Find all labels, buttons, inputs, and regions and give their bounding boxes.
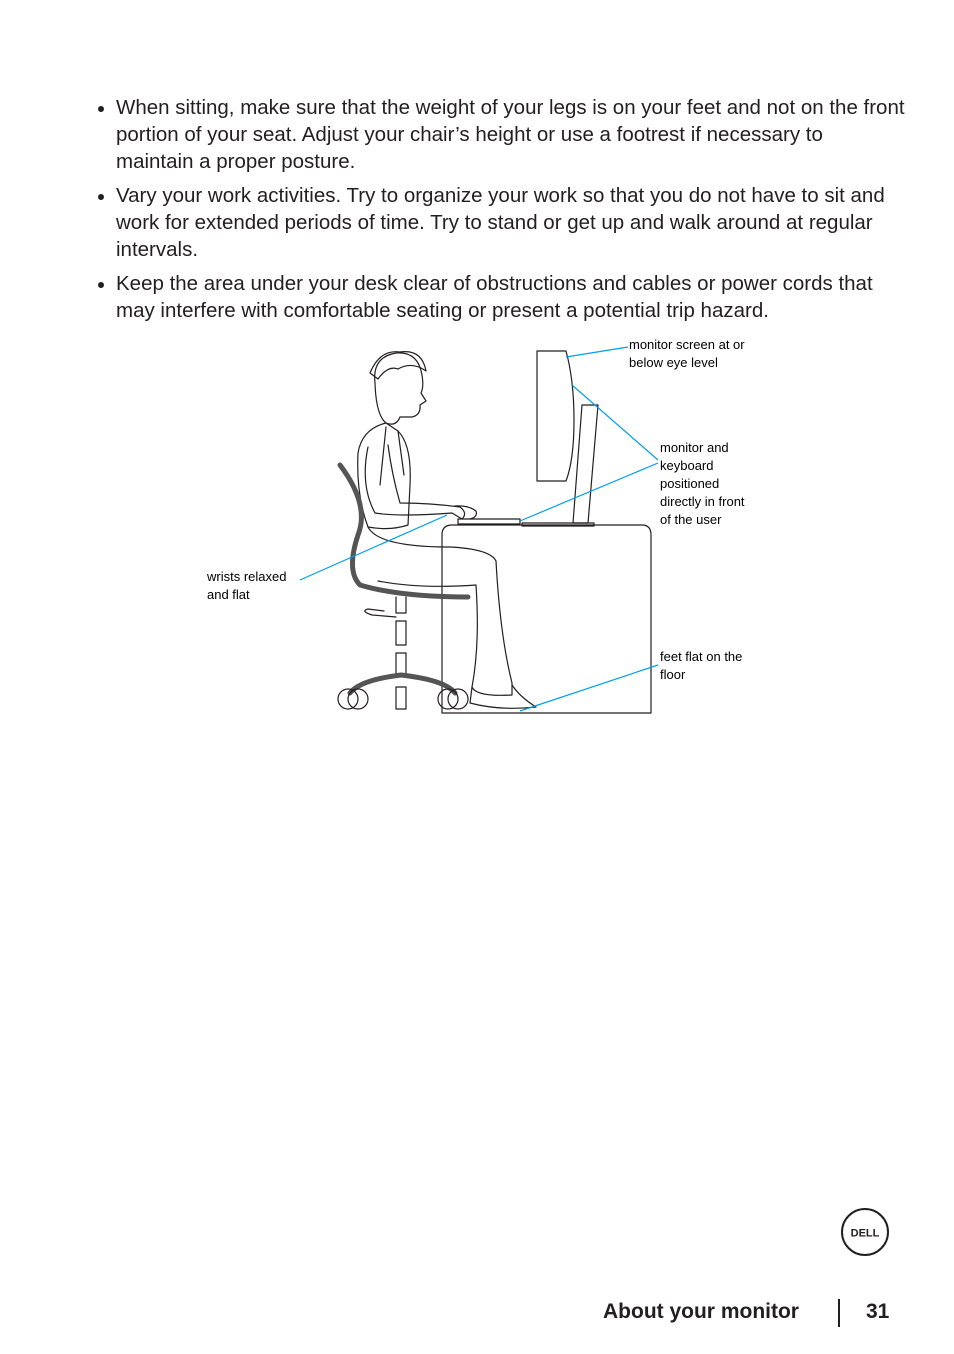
label-monitor-eye-level: monitor screen at or below eye level xyxy=(629,337,745,370)
svg-text:DELL: DELL xyxy=(850,1227,880,1240)
bullet-dot xyxy=(98,282,104,288)
bullet-item xyxy=(96,270,906,324)
footer-divider xyxy=(838,1299,840,1327)
bullet-dot xyxy=(98,106,104,112)
bullet-dot xyxy=(98,194,104,200)
callout-line xyxy=(566,347,628,357)
bullet-text: When sitting, make sure that the weight of your legs is on your feet and not on the front portion of your seat. Adjust your chair’s height or use a footrest if necessary to maintain a proper posture. xyxy=(116,96,905,173)
keyboard xyxy=(458,519,520,524)
label-monitor-keyboard: monitor and keyboard positioned directly in front of the user xyxy=(660,440,745,527)
bullet-text: Keep the area under your desk clear of obstructions and cables or power cords that may interfere with comfortable seating or present a potential trip hazard. xyxy=(116,272,873,322)
user-head xyxy=(375,353,426,424)
user-legs xyxy=(368,527,512,695)
chair-post xyxy=(396,597,406,675)
callout-line xyxy=(300,515,447,580)
callout-line xyxy=(572,385,658,460)
monitor-stand xyxy=(573,405,598,523)
dell-logo xyxy=(840,1207,890,1257)
label-feet: feet flat on the floor xyxy=(660,649,743,682)
callout-line xyxy=(520,665,658,711)
bullet-item xyxy=(96,182,906,263)
posture-illustration xyxy=(200,335,770,725)
monitor-screen xyxy=(537,351,574,481)
label-wrists: wrists relaxed and flat xyxy=(207,569,287,602)
desk xyxy=(442,525,651,713)
footer-section-title: About your monitor xyxy=(603,1300,799,1323)
bullet-item xyxy=(96,94,906,175)
bullet-list xyxy=(96,94,906,331)
chair-base xyxy=(350,675,455,693)
page-number: 31 xyxy=(866,1300,890,1323)
bullet-text: Vary your work activities. Try to organize your work so that you do not have to sit and work for extended periods of time. Try to stand or get up and walk around at regular intervals. xyxy=(116,184,885,261)
chair-lever xyxy=(365,609,396,617)
